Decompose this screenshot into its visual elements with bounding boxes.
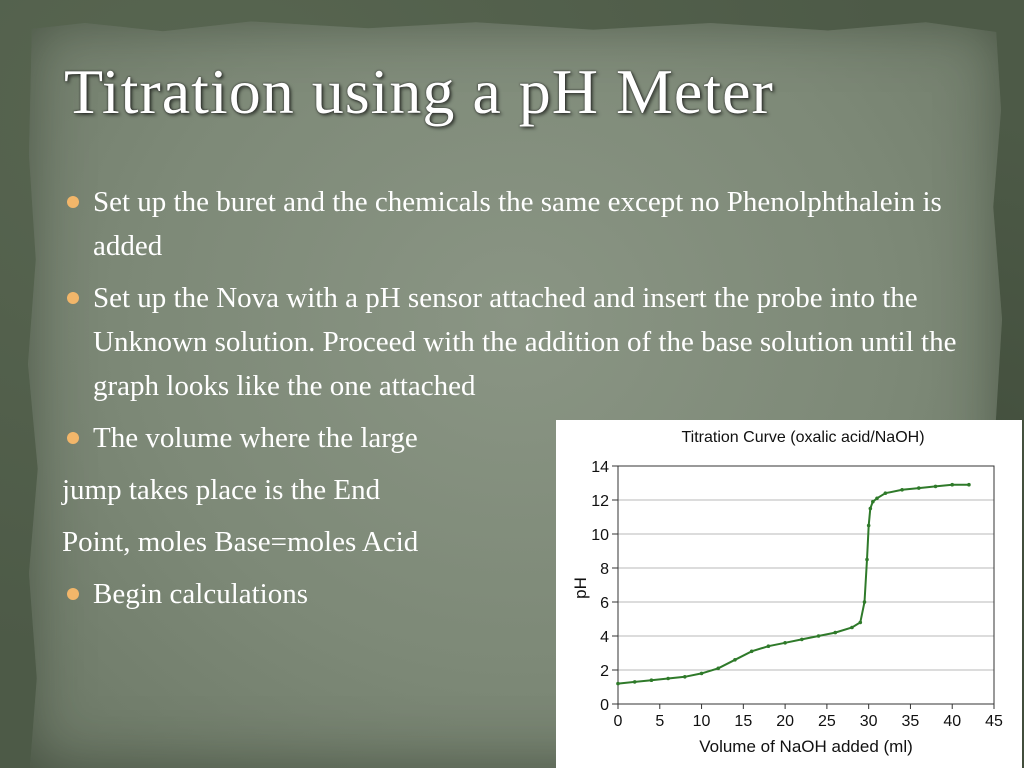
data-point (867, 524, 871, 528)
y-tick-label: 14 (591, 459, 609, 476)
data-point (800, 638, 804, 642)
data-point (633, 680, 637, 684)
data-point (950, 483, 954, 487)
x-tick-label: 0 (613, 713, 623, 730)
chart-series (616, 483, 971, 686)
data-point (666, 677, 670, 681)
data-point (884, 491, 888, 495)
bullet-text: Set up the buret and the chemicals the same except no Phenolphthalein is added (93, 186, 942, 262)
bullet-dot-icon (67, 196, 79, 208)
data-point (871, 500, 875, 504)
chart-title: Titration Curve (oxalic acid/NaOH) (681, 429, 925, 446)
x-tick-label: 5 (655, 713, 665, 730)
x-tick-label: 45 (985, 713, 1003, 730)
data-point (850, 626, 854, 630)
bullet-dot-icon (67, 292, 79, 304)
y-tick-label: 12 (591, 493, 609, 510)
data-point (934, 485, 938, 489)
bullet-text: The volume where the large (93, 422, 418, 454)
x-tick-label: 15 (734, 713, 753, 730)
data-point (817, 634, 821, 638)
data-point (700, 672, 704, 676)
y-tick-label: 4 (600, 629, 609, 646)
chart-grid (618, 466, 994, 704)
bullet-dot-icon (67, 432, 79, 444)
continuation-line: Point, moles Base=moles Acid (62, 526, 419, 558)
bullet-item (62, 180, 962, 268)
data-point (783, 641, 787, 645)
data-point (650, 678, 654, 682)
data-point (716, 667, 720, 671)
titration-curve-line (618, 485, 969, 684)
bullet-item (62, 276, 973, 408)
y-tick-label: 8 (600, 561, 609, 578)
data-point (869, 507, 873, 511)
slide-title: Titration using a pH Meter (64, 56, 774, 127)
chart-svg (556, 420, 1022, 768)
y-tick-label: 6 (600, 595, 609, 612)
x-tick-label: 20 (776, 713, 795, 730)
data-point (917, 486, 921, 490)
data-point (833, 631, 837, 635)
data-point (683, 675, 687, 679)
x-tick-label: 30 (859, 713, 878, 730)
data-point (859, 621, 863, 625)
data-point (875, 497, 879, 501)
bullet-dot-icon (67, 588, 79, 600)
chart-y-label: pH (571, 577, 590, 599)
data-point (863, 600, 867, 604)
plot-frame (618, 466, 994, 704)
data-point (900, 488, 904, 492)
data-point (865, 558, 869, 562)
data-point (616, 682, 620, 686)
titration-chart (556, 420, 1022, 768)
data-point (767, 644, 771, 648)
chart-x-label: Volume of NaOH added (ml) (699, 737, 913, 756)
x-tick-label: 35 (901, 713, 920, 730)
x-tick-label: 40 (943, 713, 962, 730)
y-tick-label: 0 (600, 697, 609, 714)
data-point (733, 658, 737, 662)
y-tick-label: 10 (591, 527, 609, 544)
bullet-text: Set up the Nova with a pH sensor attached and insert the probe into the Unknown solution. Proceed with the addition of the base solution until the graph looks like the one attached (93, 282, 957, 402)
data-point (967, 483, 971, 487)
data-point (750, 650, 754, 654)
continuation-line: jump takes place is the End (62, 474, 381, 506)
bullet-text: Begin calculations (93, 578, 309, 610)
x-tick-label: 25 (817, 713, 836, 730)
x-tick-label: 10 (692, 713, 711, 730)
y-tick-label: 2 (600, 663, 609, 680)
